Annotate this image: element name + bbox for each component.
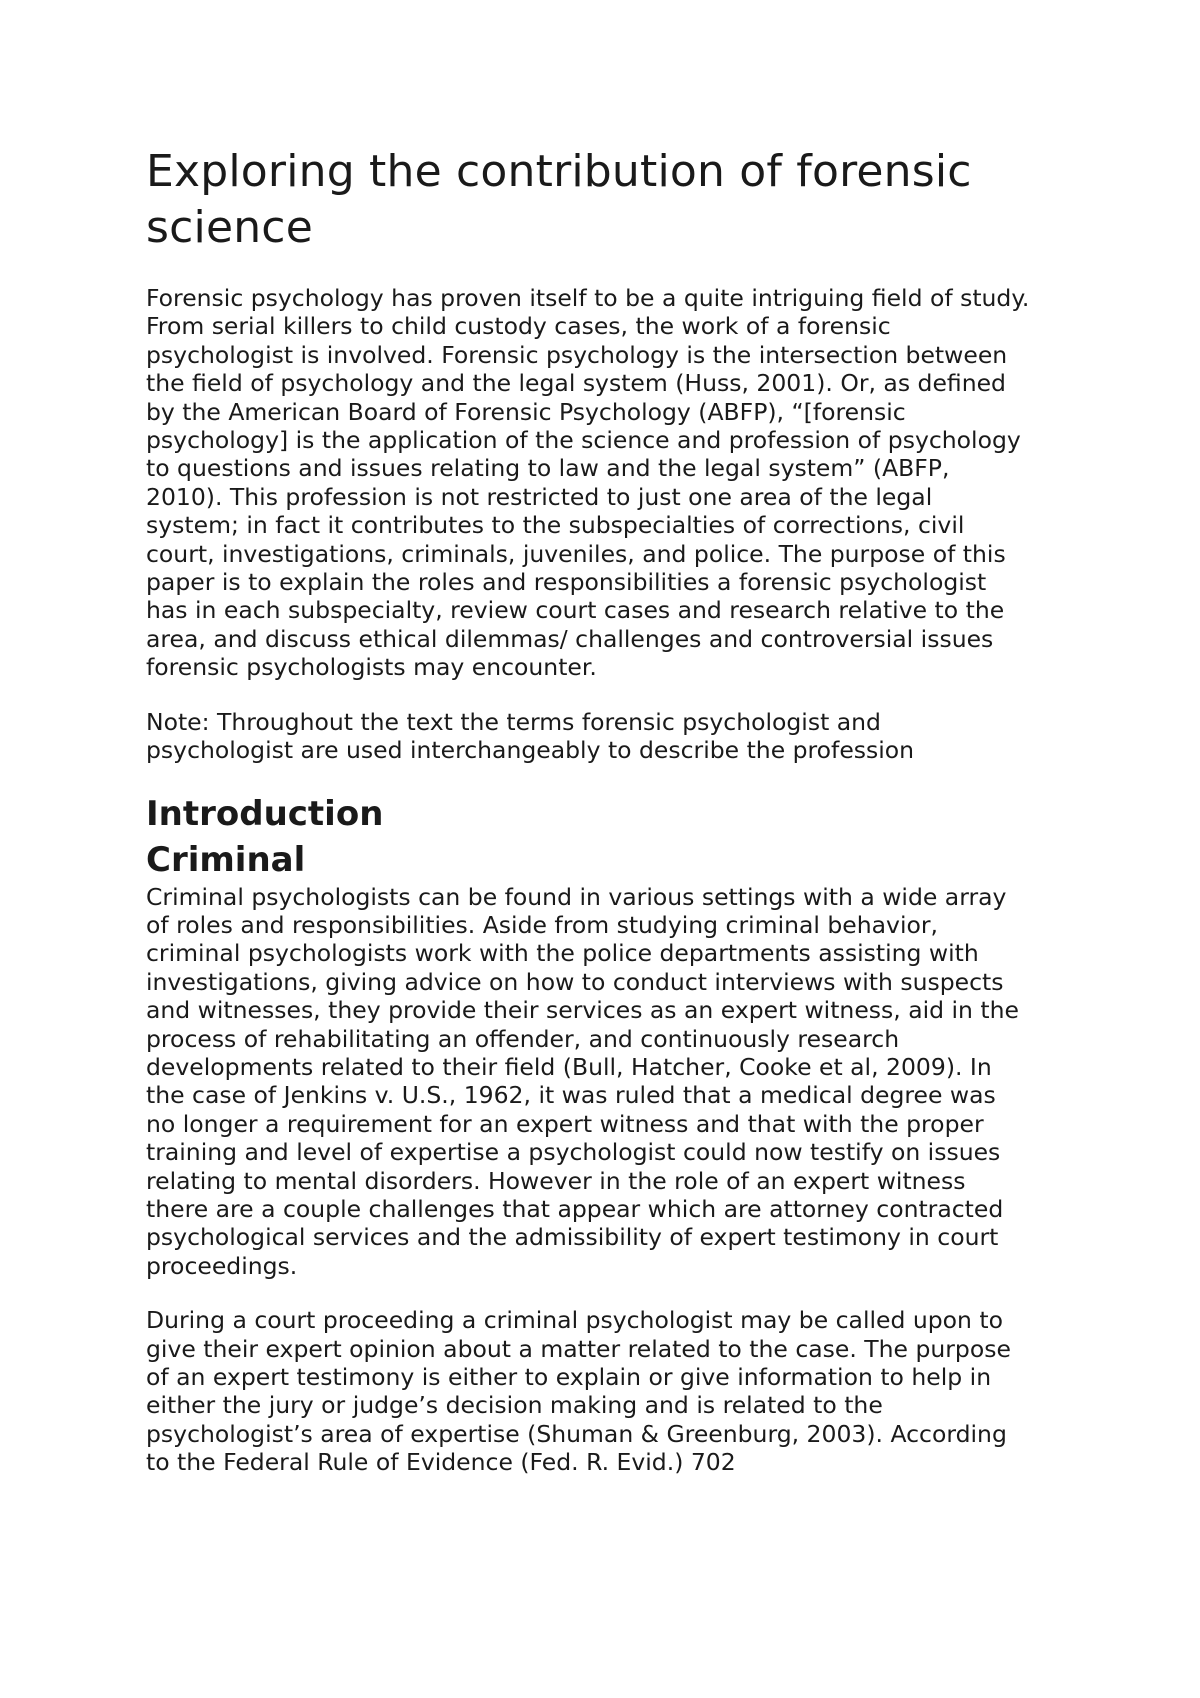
abstract-paragraph: Forensic psychology has proven itself to be a quite intriguing field of study. From serial killers to child custody cases, the work of a forensic psychologist is involved. Forensic psychology is the intersection between the field of psychology and the legal system (Huss, 2001). Or, as defined by the American Board of Forensic Psychology (ABFP), “[forensic psychology] is the application of the science and profession of psychology to questions and issues relating to law and the legal system” (ABFP, 2010). This profession is not restricted to just one area of the legal system; in fact it contributes to the subspecialties of corrections, civil court, investigations, criminals, juveniles, and police. The purpose of this paper is to explain the roles and responsibilities a forensic psychologist has in each subspecialty, review court cases and research relative to the area, and discuss ethical dilemmas/ challenges and controversial issues forensic psychologists may encounter.: [146, 284, 1030, 682]
introduction-heading: Introduction: [146, 793, 384, 834]
document-title: Exploring the contribution of forensic science: [146, 146, 972, 253]
criminal-paragraph-2: During a court proceeding a criminal psychologist may be called upon to give their expert opinion about a matter related to the case. The purpose of an expert testimony is either to explain or give information to help in either the jury or judge’s decision making and is related to the psychologist’s area of expertise (Shuman & Greenburg, 2003). According to the Federal Rule of Evidence (Fed. R. Evid.) 702: [146, 1306, 1011, 1477]
criminal-heading: Criminal: [146, 839, 306, 880]
criminal-paragraph-1: Criminal psychologists can be found in various settings with a wide array of roles and responsibilities. Aside from studying criminal behavior, criminal psychologists work with the police departments assisting with investigations, giving advice on how to conduct interviews with suspects and witnesses, they provide their services as an expert witness, aid in the process of rehabilitating an offender, and continuously research developments related to their field (Bull, Hatcher, Cooke et al, 2009). In the case of Jenkins v. U.S., 1962, it was ruled that a medical degree was no longer a requirement for an expert witness and that with the proper training and level of expertise a psychologist could now testify on issues relating to mental disorders. However in the role of an expert witness there are a couple challenges that appear which are attorney contracted psychological services and the admissibility of expert testimony in court proceedings.: [146, 882, 1019, 1280]
note-paragraph: Note: Throughout the text the terms forensic psychologist and psychologist are used interchangeably to describe the profession: [146, 707, 915, 765]
document-page: [146, 144, 1076, 1503]
